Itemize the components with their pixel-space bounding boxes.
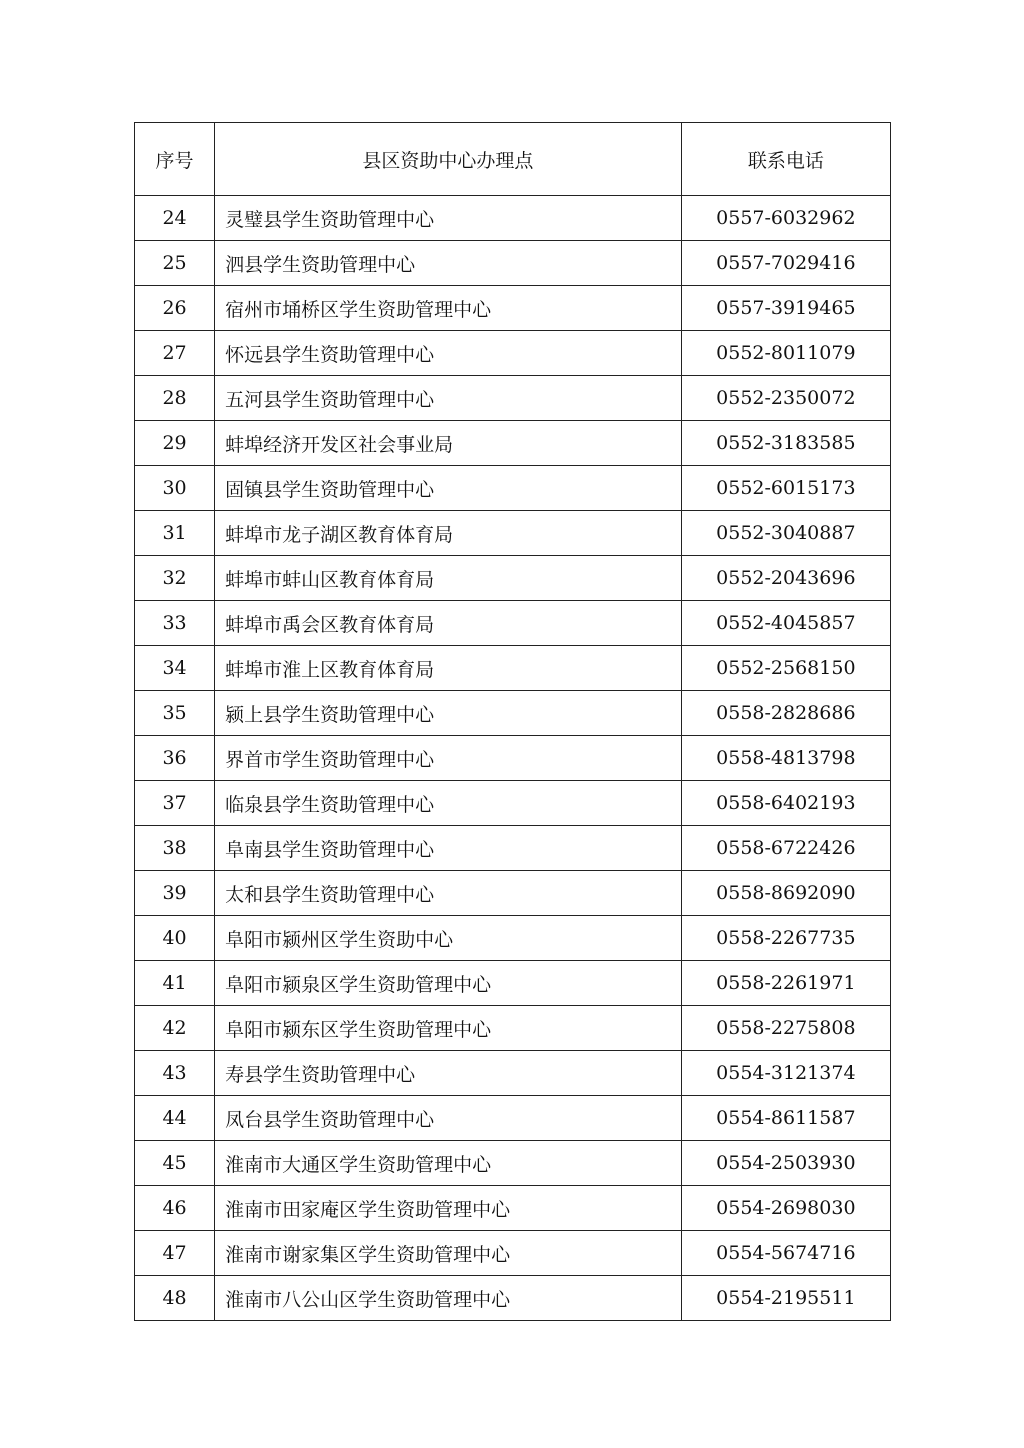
table-row bbox=[135, 781, 891, 826]
row-office-name: 蚌埠市蚌山区教育体育局 bbox=[215, 556, 682, 601]
row-phone: 0554-3121374 bbox=[681, 1051, 890, 1096]
table-row bbox=[135, 1231, 891, 1276]
row-office-name: 颍上县学生资助管理中心 bbox=[215, 691, 682, 736]
row-office-name: 泗县学生资助管理中心 bbox=[215, 241, 682, 286]
row-phone: 0554-2503930 bbox=[681, 1141, 890, 1186]
header-phone: 联系电话 bbox=[681, 123, 890, 196]
table-body bbox=[135, 196, 891, 1321]
row-office-name: 淮南市大通区学生资助管理中心 bbox=[215, 1141, 682, 1186]
row-office-name: 阜阳市颍东区学生资助管理中心 bbox=[215, 1006, 682, 1051]
row-seq: 36 bbox=[135, 736, 215, 781]
row-office-name: 宿州市埇桥区学生资助管理中心 bbox=[215, 286, 682, 331]
table-row bbox=[135, 466, 891, 511]
table-row bbox=[135, 196, 891, 241]
row-seq: 46 bbox=[135, 1186, 215, 1231]
row-office-name: 蚌埠市淮上区教育体育局 bbox=[215, 646, 682, 691]
row-phone: 0558-2267735 bbox=[681, 916, 890, 961]
row-phone: 0552-2568150 bbox=[681, 646, 890, 691]
table-row bbox=[135, 691, 891, 736]
row-seq: 38 bbox=[135, 826, 215, 871]
table-row bbox=[135, 376, 891, 421]
row-office-name: 临泉县学生资助管理中心 bbox=[215, 781, 682, 826]
row-seq: 39 bbox=[135, 871, 215, 916]
table-row bbox=[135, 421, 891, 466]
row-seq: 37 bbox=[135, 781, 215, 826]
row-office-name: 寿县学生资助管理中心 bbox=[215, 1051, 682, 1096]
row-office-name: 阜阳市颍泉区学生资助管理中心 bbox=[215, 961, 682, 1006]
row-phone: 0552-8011079 bbox=[681, 331, 890, 376]
table-row bbox=[135, 826, 891, 871]
row-phone: 0558-2828686 bbox=[681, 691, 890, 736]
row-phone: 0554-2195511 bbox=[681, 1276, 890, 1321]
row-phone: 0552-3040887 bbox=[681, 511, 890, 556]
row-phone: 0557-6032962 bbox=[681, 196, 890, 241]
row-seq: 27 bbox=[135, 331, 215, 376]
row-phone: 0552-4045857 bbox=[681, 601, 890, 646]
row-office-name: 怀远县学生资助管理中心 bbox=[215, 331, 682, 376]
header-office-name: 县区资助中心办理点 bbox=[215, 123, 682, 196]
row-seq: 40 bbox=[135, 916, 215, 961]
row-office-name: 凤台县学生资助管理中心 bbox=[215, 1096, 682, 1141]
row-seq: 33 bbox=[135, 601, 215, 646]
row-phone: 0552-3183585 bbox=[681, 421, 890, 466]
row-phone: 0557-7029416 bbox=[681, 241, 890, 286]
row-office-name: 阜阳市颍州区学生资助中心 bbox=[215, 916, 682, 961]
row-seq: 32 bbox=[135, 556, 215, 601]
header-row bbox=[135, 123, 891, 196]
row-seq: 44 bbox=[135, 1096, 215, 1141]
table-row bbox=[135, 286, 891, 331]
table-row bbox=[135, 1006, 891, 1051]
row-office-name: 淮南市田家庵区学生资助管理中心 bbox=[215, 1186, 682, 1231]
row-office-name: 蚌埠市龙子湖区教育体育局 bbox=[215, 511, 682, 556]
row-phone: 0558-2261971 bbox=[681, 961, 890, 1006]
table-row bbox=[135, 1276, 891, 1321]
row-office-name: 灵璧县学生资助管理中心 bbox=[215, 196, 682, 241]
row-phone: 0558-4813798 bbox=[681, 736, 890, 781]
row-phone: 0558-6402193 bbox=[681, 781, 890, 826]
table-row bbox=[135, 331, 891, 376]
row-seq: 48 bbox=[135, 1276, 215, 1321]
table-row bbox=[135, 1141, 891, 1186]
table-row bbox=[135, 646, 891, 691]
row-seq: 45 bbox=[135, 1141, 215, 1186]
row-seq: 35 bbox=[135, 691, 215, 736]
row-office-name: 固镇县学生资助管理中心 bbox=[215, 466, 682, 511]
row-phone: 0554-2698030 bbox=[681, 1186, 890, 1231]
row-office-name: 淮南市八公山区学生资助管理中心 bbox=[215, 1276, 682, 1321]
row-seq: 30 bbox=[135, 466, 215, 511]
table-row bbox=[135, 241, 891, 286]
row-phone: 0558-2275808 bbox=[681, 1006, 890, 1051]
row-office-name: 太和县学生资助管理中心 bbox=[215, 871, 682, 916]
row-office-name: 五河县学生资助管理中心 bbox=[215, 376, 682, 421]
row-seq: 29 bbox=[135, 421, 215, 466]
row-seq: 34 bbox=[135, 646, 215, 691]
row-seq: 25 bbox=[135, 241, 215, 286]
row-phone: 0558-6722426 bbox=[681, 826, 890, 871]
table-header bbox=[135, 123, 891, 196]
table-row bbox=[135, 916, 891, 961]
row-seq: 41 bbox=[135, 961, 215, 1006]
row-seq: 24 bbox=[135, 196, 215, 241]
row-seq: 42 bbox=[135, 1006, 215, 1051]
table-row bbox=[135, 556, 891, 601]
row-phone: 0554-5674716 bbox=[681, 1231, 890, 1276]
table-row bbox=[135, 871, 891, 916]
header-seq: 序号 bbox=[135, 123, 215, 196]
row-office-name: 蚌埠市禹会区教育体育局 bbox=[215, 601, 682, 646]
table-row bbox=[135, 601, 891, 646]
row-phone: 0552-6015173 bbox=[681, 466, 890, 511]
row-office-name: 阜南县学生资助管理中心 bbox=[215, 826, 682, 871]
row-phone: 0552-2350072 bbox=[681, 376, 890, 421]
row-office-name: 淮南市谢家集区学生资助管理中心 bbox=[215, 1231, 682, 1276]
row-phone: 0554-8611587 bbox=[681, 1096, 890, 1141]
row-phone: 0558-8692090 bbox=[681, 871, 890, 916]
row-phone: 0557-3919465 bbox=[681, 286, 890, 331]
row-seq: 47 bbox=[135, 1231, 215, 1276]
table-row bbox=[135, 1051, 891, 1096]
row-phone: 0552-2043696 bbox=[681, 556, 890, 601]
row-office-name: 蚌埠经济开发区社会事业局 bbox=[215, 421, 682, 466]
table-row bbox=[135, 511, 891, 556]
row-seq: 43 bbox=[135, 1051, 215, 1096]
row-seq: 28 bbox=[135, 376, 215, 421]
contact-table bbox=[134, 122, 891, 1321]
row-office-name: 界首市学生资助管理中心 bbox=[215, 736, 682, 781]
row-seq: 26 bbox=[135, 286, 215, 331]
table-row bbox=[135, 1096, 891, 1141]
table-row bbox=[135, 736, 891, 781]
table-row bbox=[135, 1186, 891, 1231]
row-seq: 31 bbox=[135, 511, 215, 556]
table-row bbox=[135, 961, 891, 1006]
